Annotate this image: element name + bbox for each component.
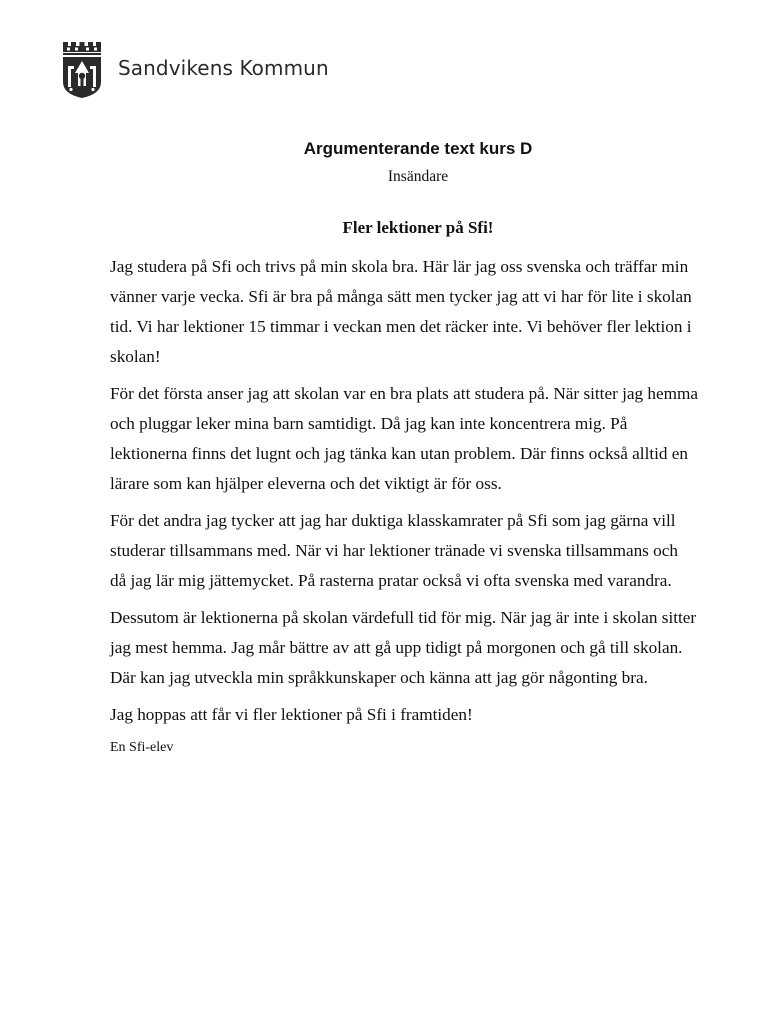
organization-name: Sandvikens Kommun <box>118 56 329 80</box>
paragraph-5: Jag hoppas att får vi fler lektioner på Sfi i framtiden! <box>110 705 473 724</box>
paragraph-3: För det andra jag tycker att jag har duktiga klasskamrater på Sfi som jag gärna vill studerar tillsammans med. När vi har lektioner tränade vi svenska tillsammans och då jag lär mig jättemycket. På rasterna pratar också vi ofta svenska med varandra. <box>110 511 678 590</box>
document-subtitle: Insändare <box>387 168 449 185</box>
municipal-coat-of-arms-icon <box>62 42 102 98</box>
paragraph-4: Dessutom är lektionerna på skolan värdefull tid för mig. När jag är inte i skolan sitter jag mest hemma. Jag mår bättre av att gå upp tidigt på morgonen och gå till skolan. Där kan jag utveckla min språkkunskaper och känna att jag gör någonting bra. <box>110 608 697 687</box>
paragraph-2: För det första anser jag att skolan var en bra plats att studera på. När sitter jag hemma och pluggar leker mina barn samtidigt. Då jag kan inte koncentrera mig. På lektionerna finns det lugnt och jag tänka kan utan problem. Där finns också alltid en lärare som kan hjälper eleverna och det viktigt är för oss. <box>110 384 698 493</box>
article-body <box>110 252 698 765</box>
municipality-logo <box>62 42 329 98</box>
paragraph-1: Jag studera på Sfi och trivs på min skola bra. Här lär jag oss svenska och träffar min vänner varje vecka. Sfi är bra på många sätt men tycker jag att vi har för lite i skolan tid. Vi har lektioner 15 timmar i veckan men det räcker inte. Vi behöver fler lektion i skolan! <box>110 257 692 366</box>
signature: En Sfi-elev <box>110 740 174 755</box>
article-headline: Fler lektioner på Sfi! <box>342 218 494 237</box>
document-title: Argumenterande text kurs D <box>303 139 533 158</box>
